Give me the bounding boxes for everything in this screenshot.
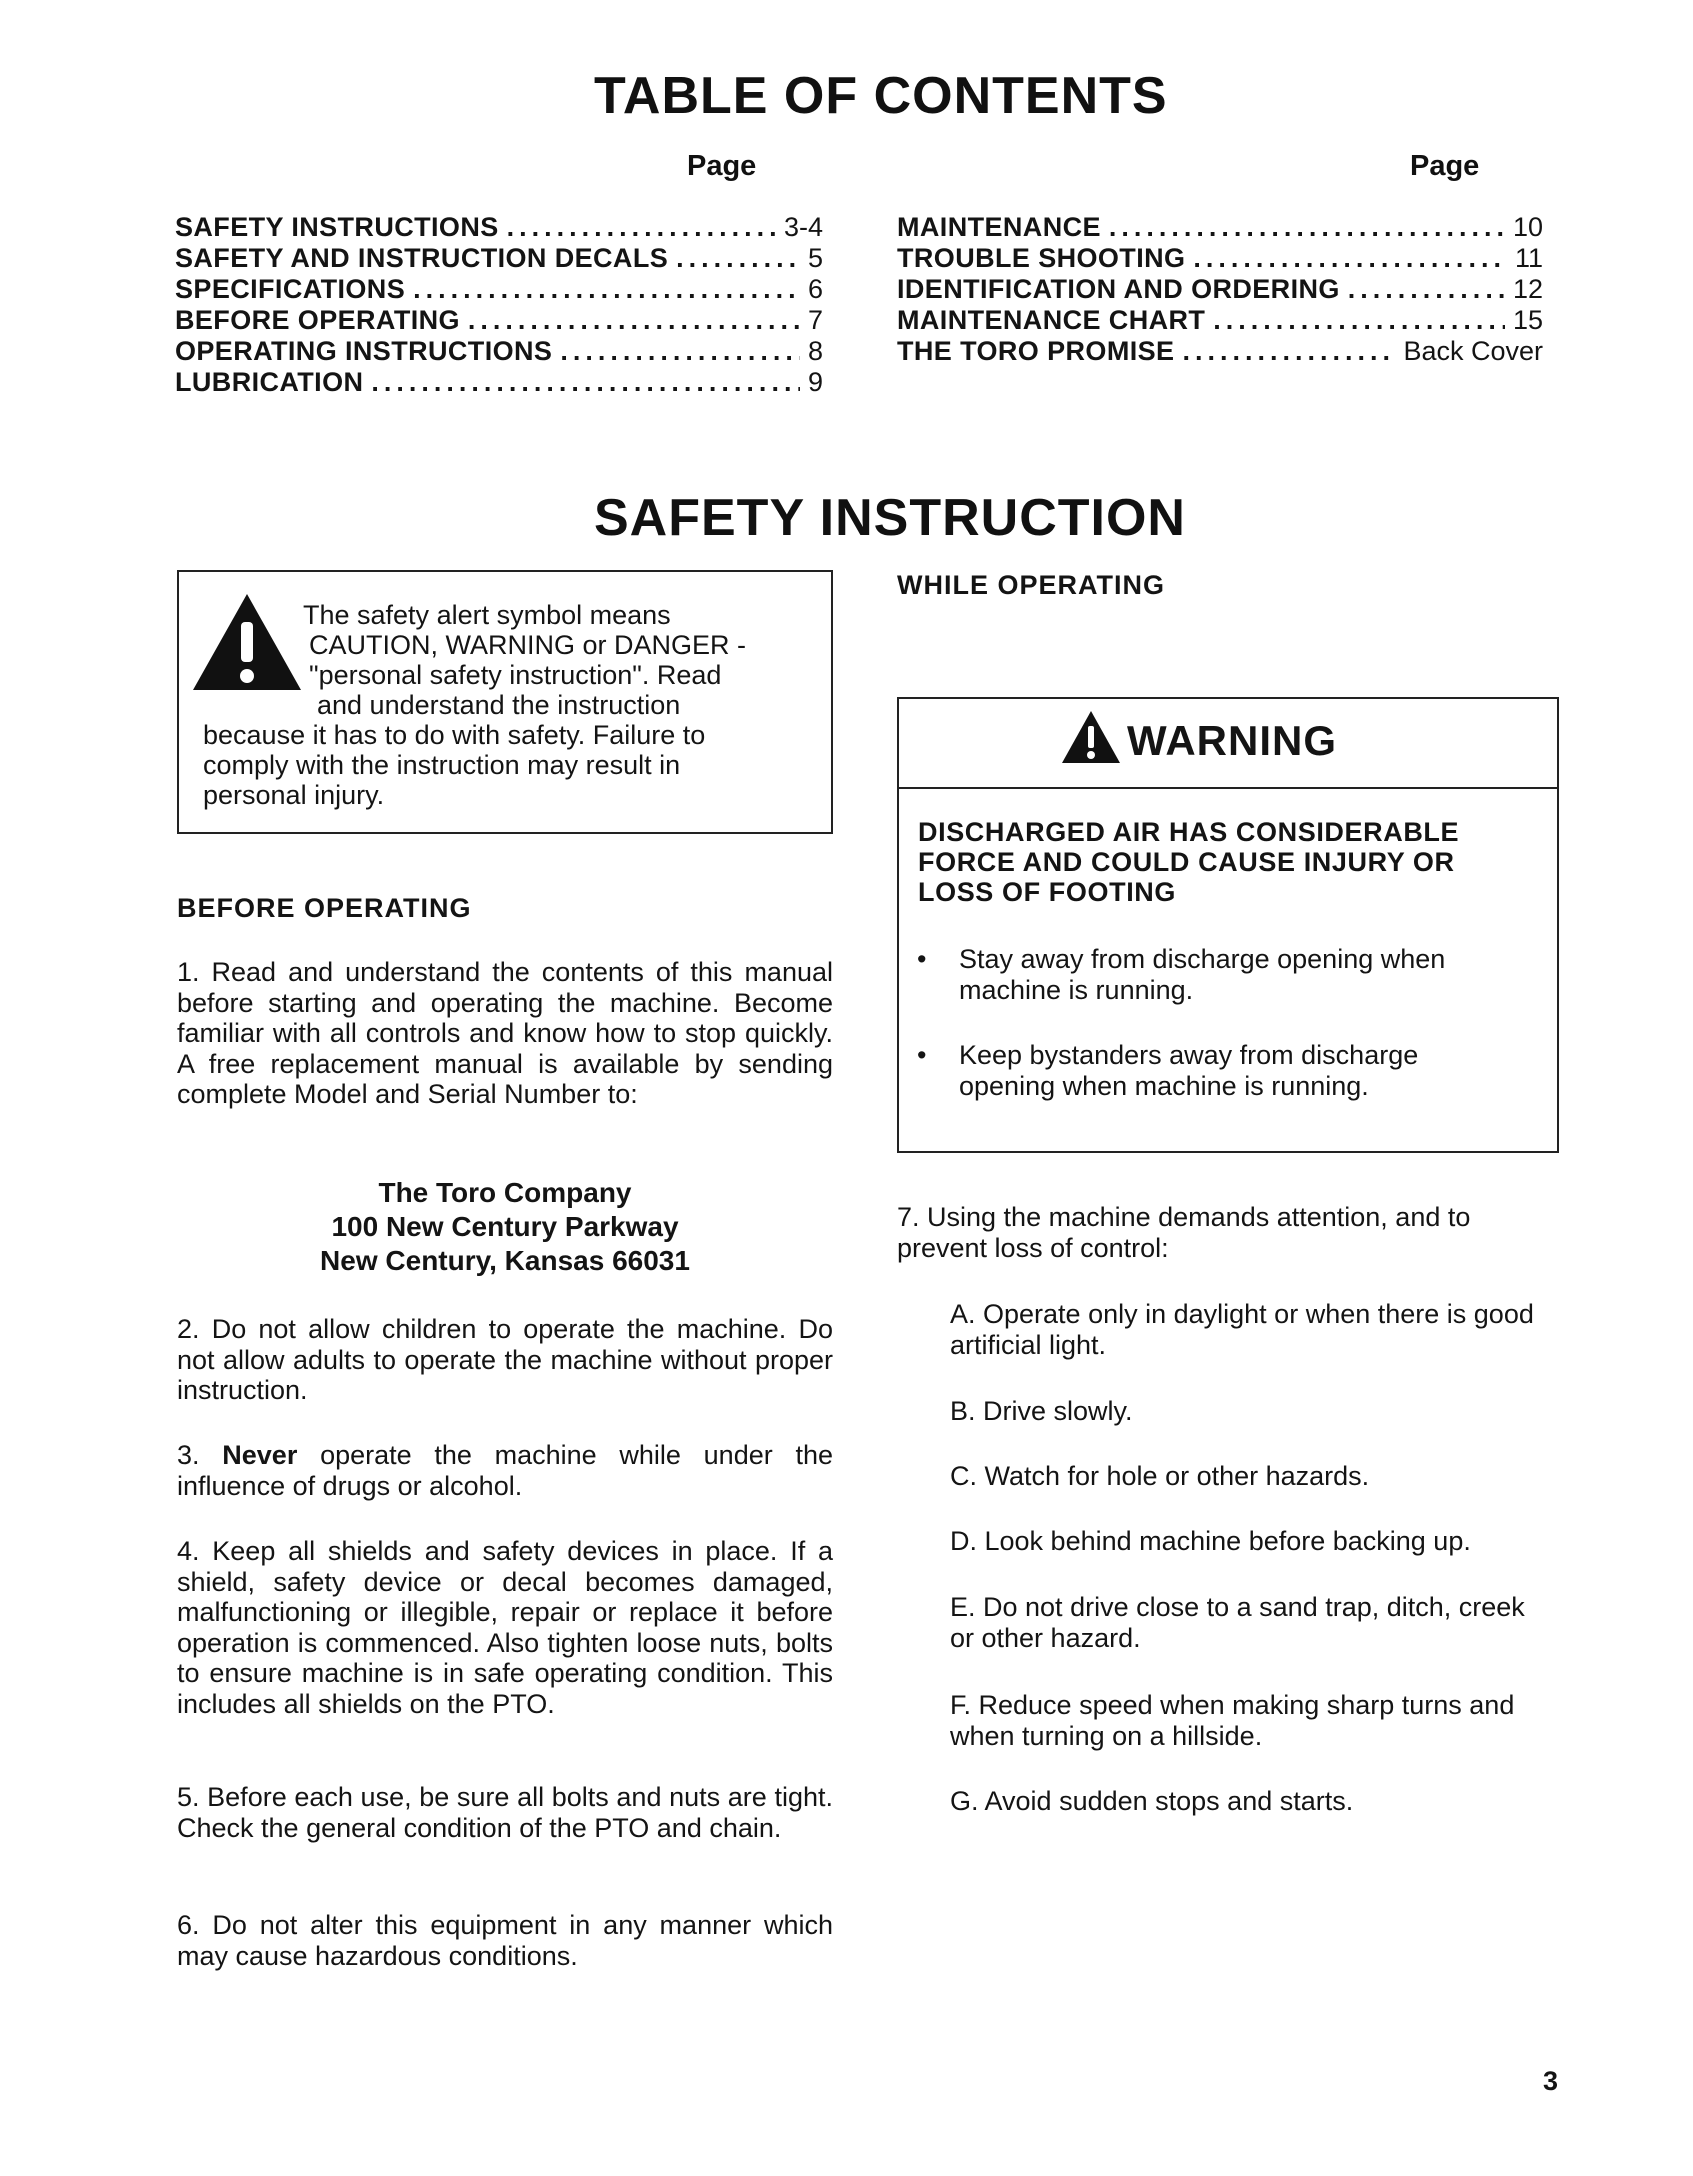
toc-entry[interactable]: TROUBLE SHOOTING ..... 11 bbox=[897, 243, 1543, 274]
paragraph-6: 6. Do not alter this equipment in any manner which may cause hazardous conditions. bbox=[177, 1910, 833, 1971]
toc-page-label-right: Page bbox=[1410, 150, 1480, 182]
paragraph-3: 3. Never operate the machine while under the influence of drugs or alcohol. bbox=[177, 1440, 833, 1501]
page-number: 3 bbox=[1543, 2066, 1559, 2096]
paragraph-7: 7. Using the machine demands attention, and to prevent loss of control: bbox=[897, 1202, 1471, 1263]
toc-heading: TABLE OF CONTENTS bbox=[594, 67, 1168, 125]
warning-alert-icon bbox=[1061, 710, 1121, 764]
alert-line: CAUTION, WARNING or DANGER - bbox=[309, 630, 747, 660]
toc-entry[interactable]: MAINTENANCE ..... 10 bbox=[897, 212, 1543, 243]
toc-entry[interactable]: IDENTIFICATION AND ORDERING ..... 12 bbox=[897, 274, 1543, 305]
toc-entry[interactable]: BEFORE OPERATING ..... 7 bbox=[175, 305, 823, 336]
toc-entry[interactable]: SAFETY INSTRUCTIONS ..... 3-4 bbox=[175, 212, 823, 243]
address-line: The Toro Company bbox=[378, 1177, 632, 1208]
alert-line: comply with the instruction may result in bbox=[203, 750, 681, 780]
list-item: B. Drive slowly. bbox=[950, 1396, 1133, 1426]
toc-entry[interactable]: THE TORO PROMISE ..... Back Cover bbox=[897, 336, 1543, 367]
alert-line: The safety alert symbol means bbox=[303, 600, 671, 630]
toc-entry[interactable]: LUBRICATION ..... 9 bbox=[175, 367, 823, 398]
list-item: C. Watch for hole or other hazards. bbox=[950, 1461, 1370, 1491]
toc-entry[interactable]: OPERATING INSTRUCTIONS ..... 8 bbox=[175, 336, 823, 367]
safety-heading: SAFETY INSTRUCTION bbox=[594, 489, 1186, 547]
bullet-icon: • bbox=[917, 1040, 927, 1070]
address-line: 100 New Century Parkway bbox=[331, 1211, 679, 1242]
bullet-icon: • bbox=[917, 944, 927, 974]
paragraph-1: 1. Read and understand the contents of this manual before starting and operating the machine. Become familiar with all controls and know how to stop quickly. A free replacement manual is available by sending complete Model and Serial Number to: bbox=[177, 957, 833, 1109]
while-operating-heading: WHILE OPERATING bbox=[897, 570, 1165, 600]
address-line: New Century, Kansas 66031 bbox=[320, 1245, 690, 1276]
alert-line: because it has to do with safety. Failure to bbox=[203, 720, 706, 750]
toc-entry[interactable]: SPECIFICATIONS ..... 6 bbox=[175, 274, 823, 305]
paragraph-5: 5. Before each use, be sure all bolts and nuts are tight. Check the general condition of the PTO and chain. bbox=[177, 1782, 833, 1843]
toc-right-column bbox=[897, 212, 1543, 367]
warning-title: WARNING bbox=[1127, 717, 1337, 764]
before-operating-heading: BEFORE OPERATING bbox=[177, 893, 472, 923]
warning-box: WARNING DISCHARGED AIR HAS CONSIDERABLE FORCE AND COULD CAUSE INJURY OR LOSS OF FOOTING • Stay away from discharge opening when machine is running. • Keep bystanders away from discharge opening when machine is running. bbox=[897, 697, 1559, 1153]
toc-entry[interactable]: SAFETY AND INSTRUCTION DECALS ..... 5 bbox=[175, 243, 823, 274]
safety-alert-box bbox=[177, 570, 833, 834]
list-item: D. Look behind machine before backing up. bbox=[950, 1526, 1471, 1556]
safety-alert-icon bbox=[191, 592, 303, 692]
list-item: E. Do not drive close to a sand trap, ditch, creek or other hazard. bbox=[950, 1592, 1525, 1653]
list-item: F. Reduce speed when making sharp turns and when turning on a hillside. bbox=[950, 1690, 1515, 1751]
list-item: A. Operate only in daylight or when there is good artificial light. bbox=[950, 1299, 1534, 1360]
paragraph-4: 4. Keep all shields and safety devices in place. If a shield, safety device or decal becomes damaged, malfunctioning or illegible, repair or replace it before operation is commenced. Also tighten loose nuts, bolts to ensure machine is in safe operating condition. This includes all shields on the PTO. bbox=[177, 1536, 833, 1719]
toc-entry[interactable]: MAINTENANCE CHART ..... 15 bbox=[897, 305, 1543, 336]
paragraph-2: 2. Do not allow children to operate the machine. Do not allow adults to operate the machine without proper instruction. bbox=[177, 1314, 833, 1405]
toc-left-column bbox=[175, 212, 823, 398]
toc-page-label-left: Page bbox=[687, 150, 757, 182]
warning-header bbox=[899, 699, 1557, 789]
alert-line: and understand the instruction bbox=[317, 690, 681, 720]
alert-line: personal injury. bbox=[203, 780, 385, 810]
warning-message: DISCHARGED AIR HAS CONSIDERABLE FORCE AND COULD CAUSE INJURY OR LOSS OF FOOTING bbox=[918, 817, 1460, 907]
company-address bbox=[177, 1176, 833, 1278]
list-item: G. Avoid sudden stops and starts. bbox=[950, 1786, 1354, 1816]
alert-line: "personal safety instruction". Read bbox=[309, 660, 722, 690]
